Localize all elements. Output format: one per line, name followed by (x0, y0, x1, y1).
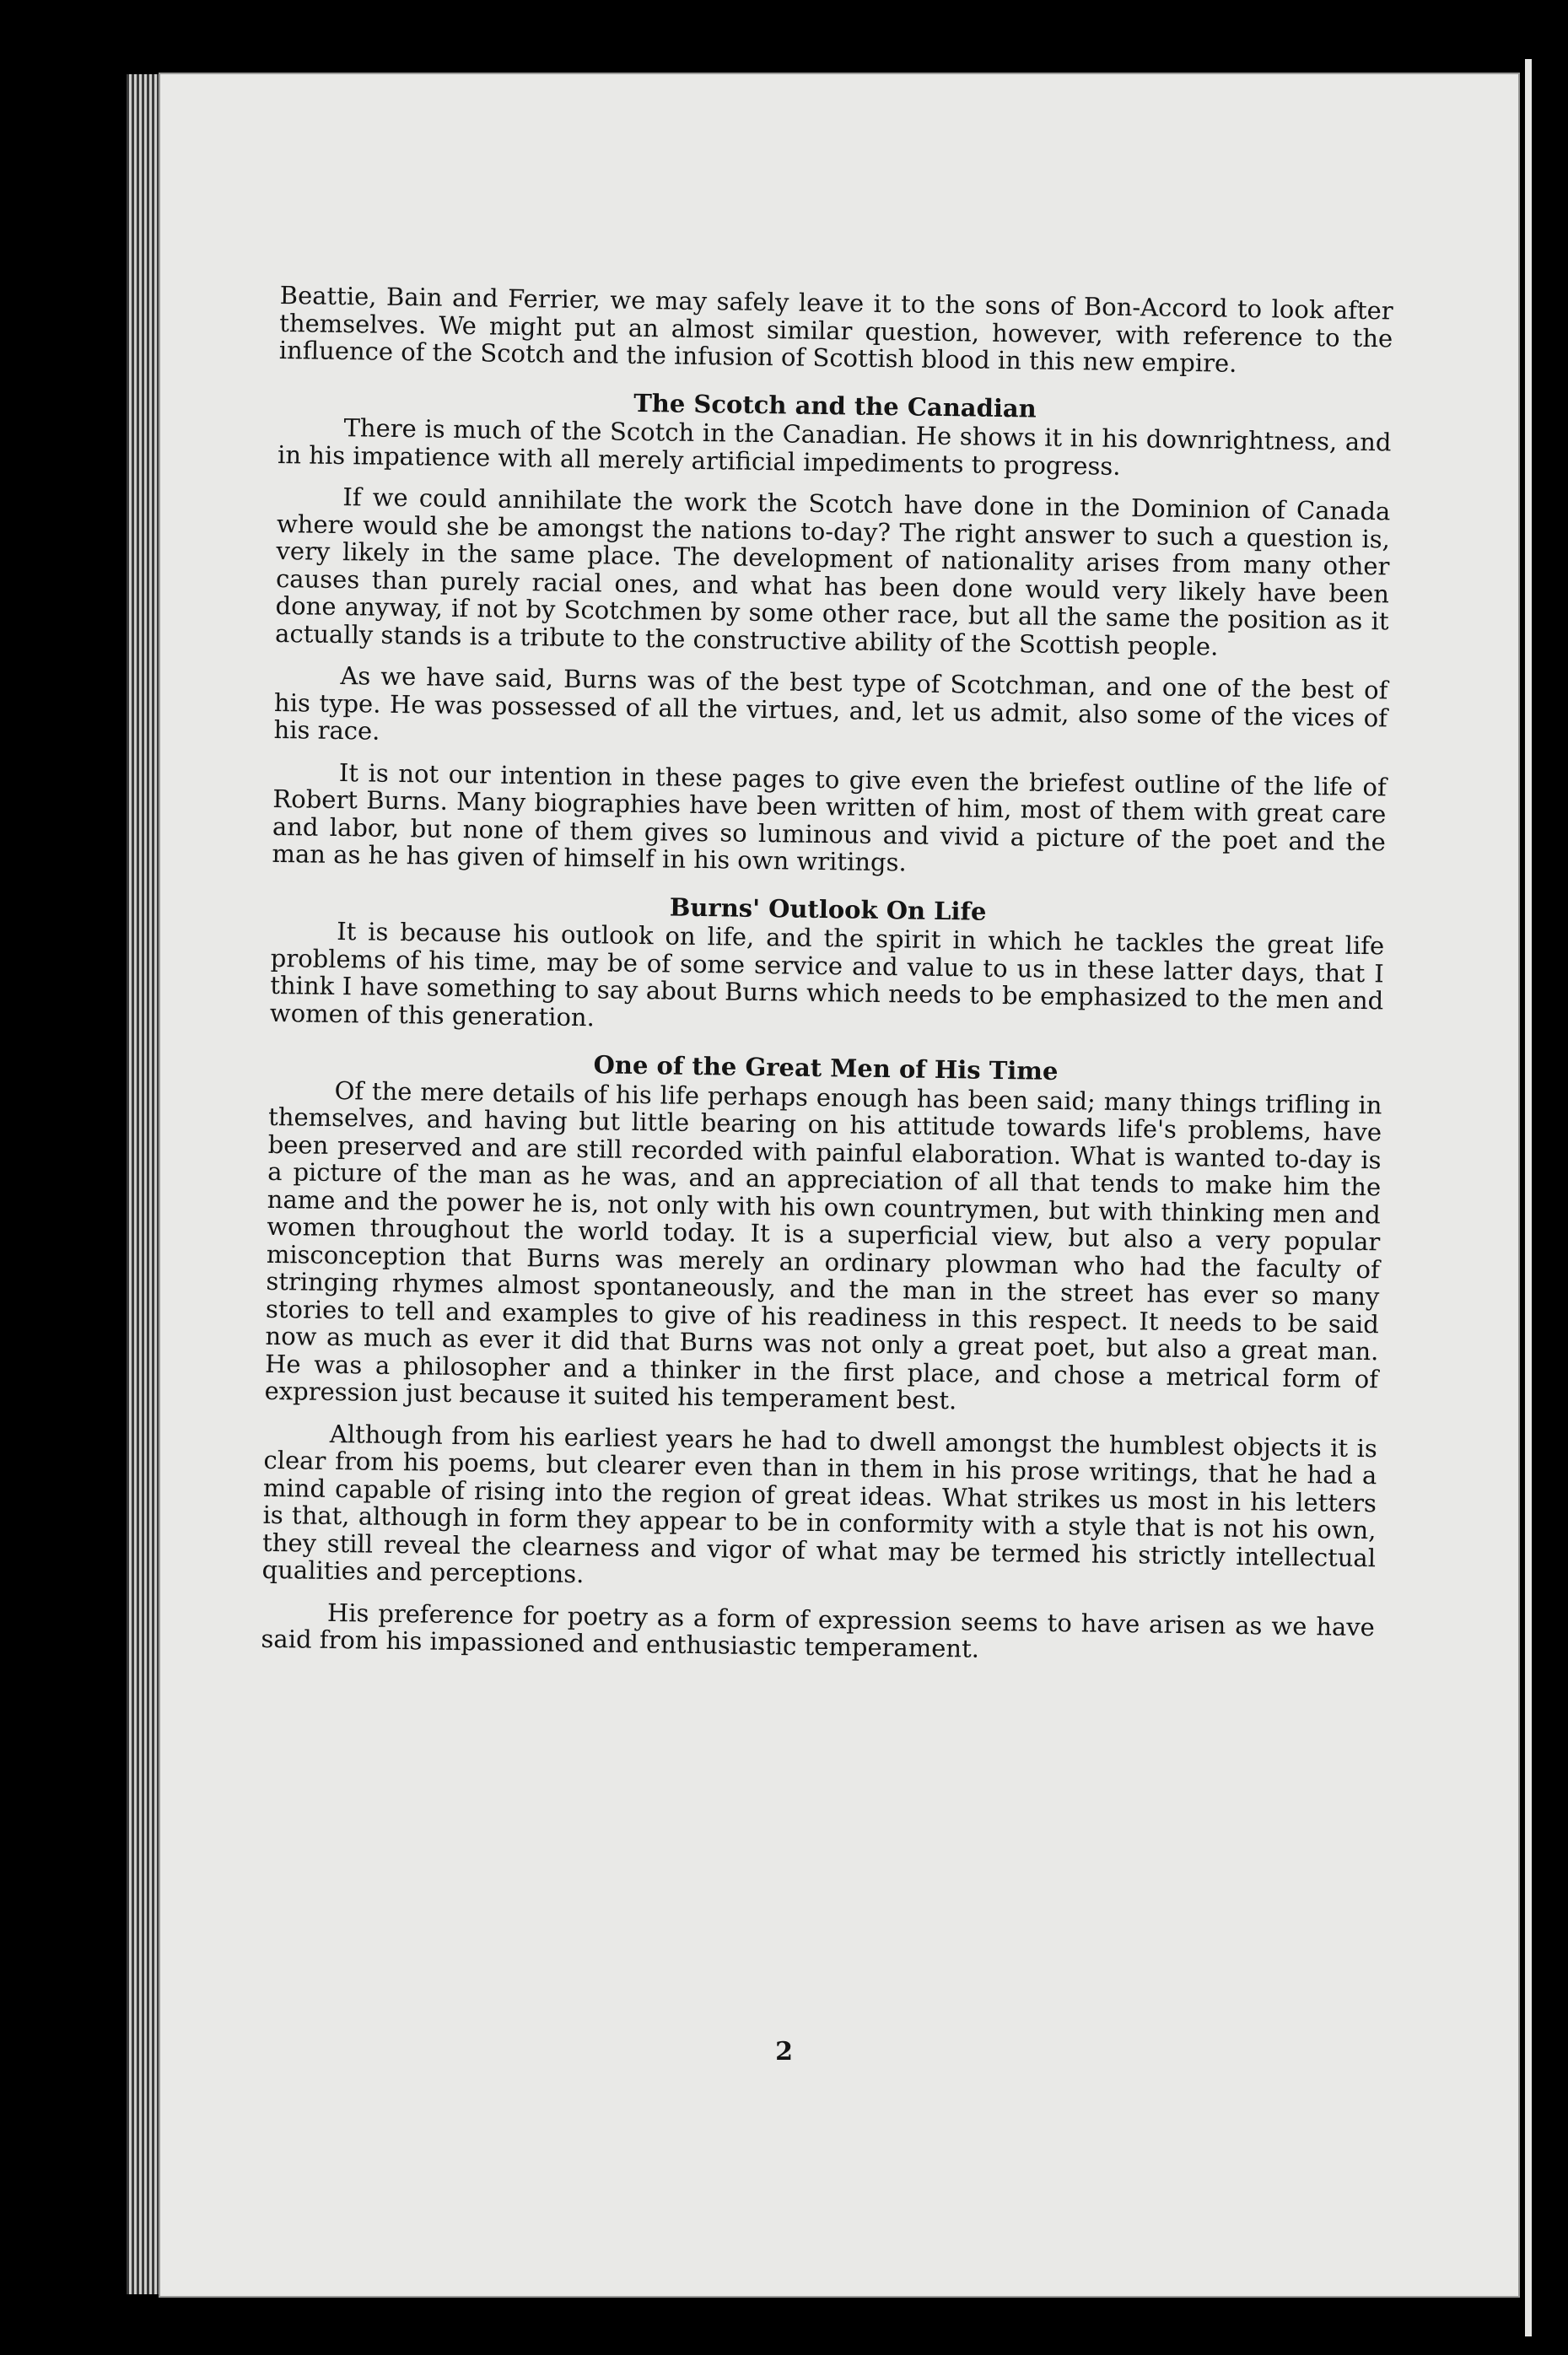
facing-page-edge (1525, 59, 1532, 2336)
paragraph: His preference for poetry as a form of expression seems to have arisen as we have said from his impassioned and enthusiastic temperament. (261, 1598, 1376, 1663)
paragraph: It is because his outlook on life, and the spirit in which he tackles the great life problems of his time, may be of some service and value to us in these latter days, that I think I have something to say about Burns which needs to be emphasized to the men and women of this generation. (269, 917, 1385, 1032)
page-number: 2 (775, 2037, 793, 2067)
page-body-text (261, 282, 1393, 1668)
paragraph: As we have said, Burns was of the best type of Scotchman, and one of the best of his type. He was possessed of all the virtues, and, let us admit, also some of the vices of his race. (273, 661, 1388, 746)
paragraph: There is much of the Scotch in the Canadian. He shows it in his downrightness, and in his impatience with all merely artificial impediments to progress. (277, 413, 1392, 481)
paragraph: It is not our intention in these pages to give even the briefest outline of the life of Robert Burns. Many biographies have been written of him, most of them with great care and labor, but none of them gives so luminous and vivid a picture of the poet and the man as he has given of himself in his own writings. (272, 757, 1387, 877)
section-heading-great-men: One of the Great Men of His Time (593, 1050, 1059, 1086)
paragraph: Of the mere details of his life perhaps enough has been said; many things trifling in themselves, and having but little bearing on his attitude towards life's problems, have been preserved and are still recorded with painful elaboration. What is wanted to-day is a picture of the man as he was, and an appreciation of all that tends to make him the name and the power he is, not only with his own countrymen, but with thinking men and women throughout the world today. It is a superficial view, but also a very popular misconception that Burns was merely an ordinary plowman who had the faculty of stringing rhymes almost spontaneously, and the man in the street has ever so many stories to tell and examples to give of his readiness in this respect. It needs to be said now as much as ever it did that Burns was not only a great poet, but also a great man. He was a philosopher and a thinker in the first place, and chose a metrical form of expression just because it suited his temperament best. (264, 1075, 1382, 1415)
paragraph: If we could annihilate the work the Scotch have done in the Dominion of Canada where would she be amongst the nations to-day? The right answer to such a question is, very likely in the same place. The development of nationality arises from many other causes than purely racial ones, and what has been done would very likely have been done anyway, if not by Scotchmen by some other race, but all the same the position as it actually stands is a tribute to the constructive ability of the Scottish people. (274, 482, 1391, 661)
section-heading-burns-outlook: Burns' Outlook On Life (669, 892, 987, 926)
section-heading-scotch-canadian: The Scotch and the Canadian (633, 388, 1037, 423)
paragraph: Although from his earliest years he had to dwell amongst the humblest objects it is clear from his poems, but clearer even than in them in his prose writings, that he had a mind capable of rising into the region of great ideas. What strikes us most in his letters is that, although in form they appear to be in conformity with a style that is not his own, they still reveal the clearness and vigor of what may be termed his strictly intellectual qualities and perceptions. (261, 1419, 1378, 1589)
paragraph-continuation: Beattie, Bain and Ferrier, we may safely leave it to the sons of Bon-Accord to look after themselves. We might put an almost similar question, however, with reference to the influence of the Scotch and the infusion of Scottish blood in this new empire. (278, 281, 1393, 378)
page-stack-edge (127, 74, 159, 2294)
